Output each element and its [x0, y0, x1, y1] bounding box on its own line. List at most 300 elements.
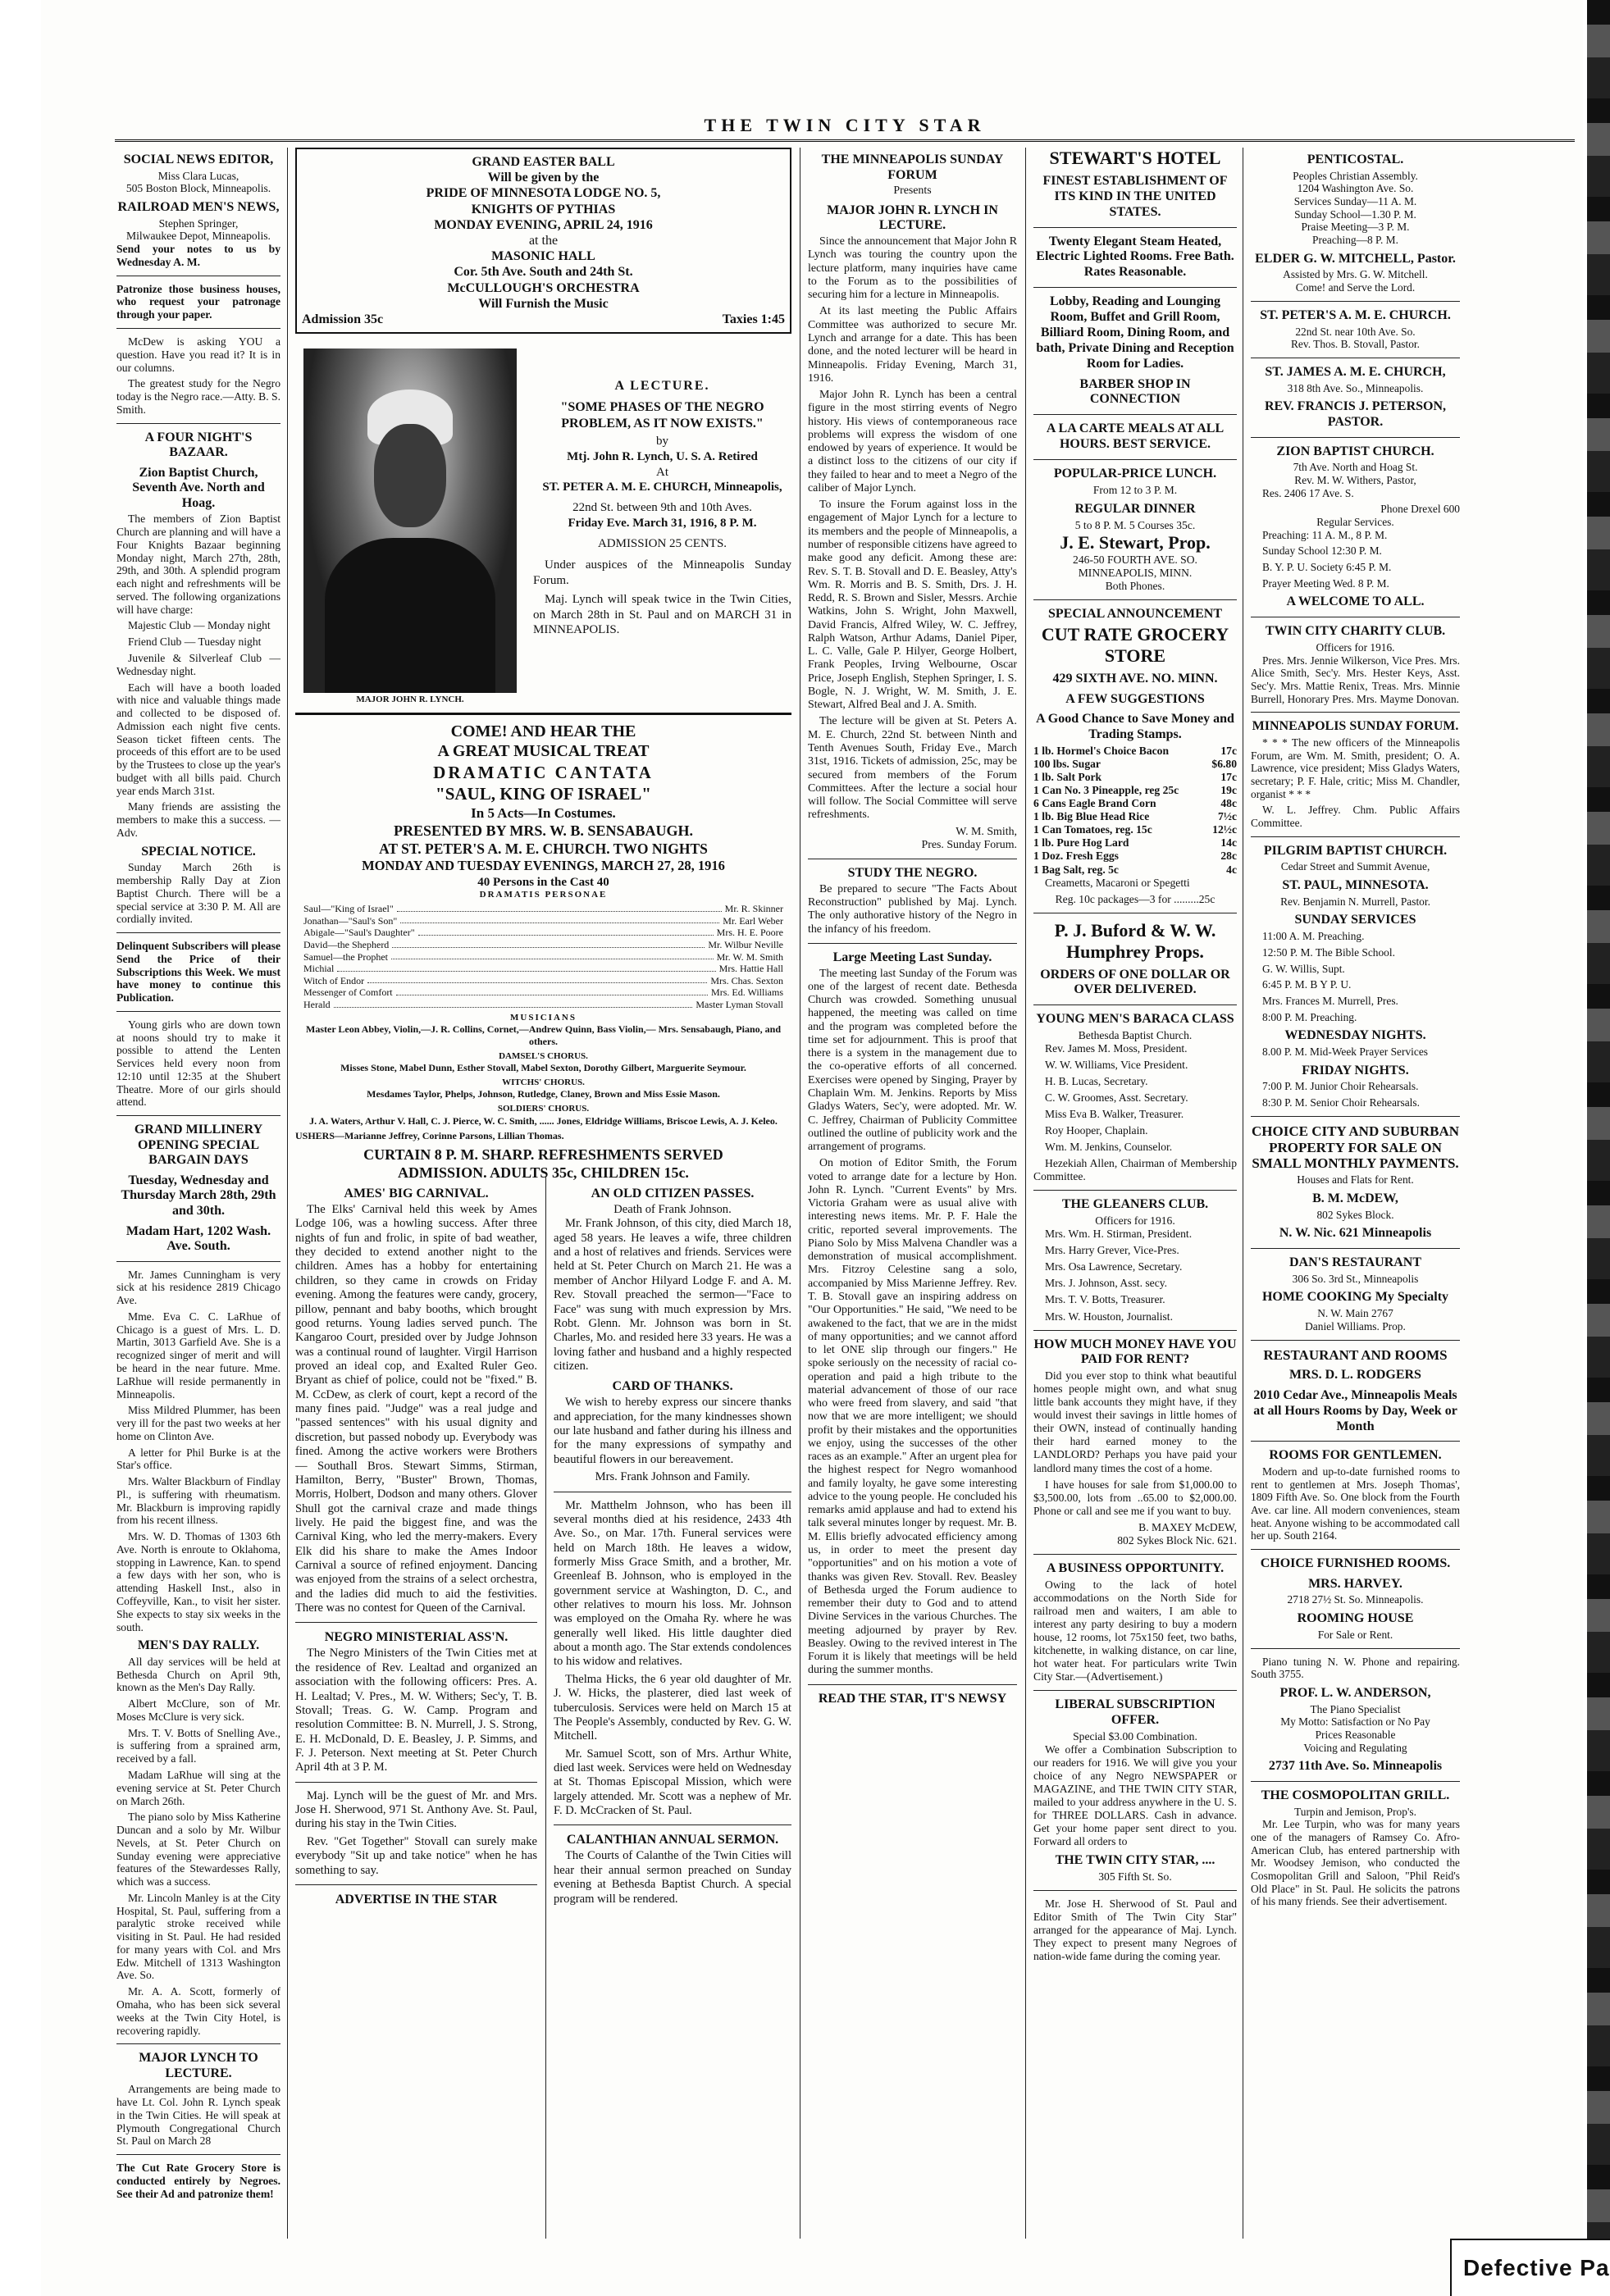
- column-carnival: [295, 1181, 537, 1909]
- paragraph: Did you ever stop to think what beautiful homes people might own, and what snug little bank accounts they might have, if they would invest their savings in little homes of their OWN, instead of continually handing their hard earned money to the LANDLORD? Perhaps you have paid your landlord many times the cost of a home.: [1033, 1369, 1237, 1474]
- column-divider: [1251, 1340, 1460, 1341]
- text-line: Officers for 1916.: [1316, 640, 1395, 654]
- headline: STUDY THE NEGRO.: [847, 866, 978, 881]
- text-line: Miss Clara Lucas,: [157, 169, 239, 182]
- paragraph: Mrs. Harry Grever, Vice-Pres.: [1045, 1244, 1179, 1257]
- column-divider: [116, 1261, 280, 1262]
- column-divider: [554, 1824, 791, 1825]
- cantata-subhead: DAMSEL'S CHORUS.: [499, 1050, 588, 1061]
- price-item: 6 Cans Eagle Brand Corn: [1033, 797, 1156, 810]
- paragraph: The meeting last Sunday of the Forum was one of the largest of recent date. Bethesda Church was crowded. Something unusual happened, the meeting was called on time and the program was completed before the time set for adjournment. This is proof that there is a system in the management due to the co-operative efforts of all concerned. Exercises were opened by Singing, Prayer by Chaplain Wm. M. Jenkins. Reports by Miss Gladys Waters, Sec'y, were adopted. Mr. W. C. Jeffrey, Chairman of Publicity Committee outlined the outline of publicity work and the arrangement of programs.: [808, 967, 1017, 1154]
- paragraph: The lecture will be given at St. Peters A. M. E. Church, 22nd St. between Ninth and Tenth Avenues South, Friday Eve., March 31st, 1916. Tickets of admission, 25c, may be secured from members of the Forum Committees. After the lecture a social hour will follow. The Social Committee will serve refreshments.: [808, 715, 1017, 822]
- headline: MAJOR LYNCH TO LECTURE.: [139, 2051, 258, 2080]
- paragraph: Be prepared to secure "The Facts About Reconstruction" published by Maj. Lynch. The only authorative history of the Negro in the infancy of his freedom.: [808, 882, 1017, 936]
- paragraph: The members of Zion Baptist Church are planning and will have a Four Knights Bazaar beginning Monday night, March 27th, 28th, 29th, and 30th. A splendid program each night and refreshments will be served. The following organizations will have charge:: [116, 512, 280, 616]
- headline: RAILROAD MEN'S NEWS,: [117, 200, 280, 215]
- lecture-venue: ST. PETER A. M. E. CHURCH, Minneapolis,: [542, 481, 782, 494]
- headline: ZION BAPTIST CHURCH.: [1276, 444, 1434, 458]
- lecture-ad: [295, 345, 791, 706]
- paragraph: Preaching: 11 A. M., 8 P. M.: [1262, 528, 1388, 541]
- text-line: 306 So. 3rd St., Minneapolis: [1292, 1272, 1419, 1285]
- headline: MRS. D. L. RODGERS: [1289, 1368, 1421, 1383]
- headline: AN OLD CITIZEN PASSES.: [591, 1187, 755, 1200]
- headline: PROF. L. W. ANDERSON,: [1279, 1685, 1431, 1700]
- cantata-line: Mesdames Taylor, Phelps, Johnson, Rutledge, Claney, Brown and Miss Essie Mason.: [367, 1088, 720, 1100]
- ad-headline: J. E. Stewart, Prop.: [1060, 531, 1211, 553]
- text-line: Reg. 10c packages—3 for .........25c: [1055, 892, 1215, 905]
- paragraph: I have houses for sale from $1,000.00 to $3,500.00, lots from ..65.00 to $2,000.00. Phone or call and see me if you want to buy.: [1033, 1478, 1237, 1517]
- text-line: Rev. M. W. Withers, Pastor,: [1294, 474, 1416, 487]
- paragraph: 8:30 P. M. Senior Choir Rehearsals.: [1262, 1096, 1420, 1109]
- headline: 2010 Cedar Ave., Minneapolis Meals at all Hours Rooms by Day, Week or Month: [1253, 1388, 1457, 1433]
- paragraph: The piano solo by Miss Katherine Duncan and a solo by Mr. Wilbur Nevels, at St. Peter Church on Sunday evening were appreciative features of the Stewardesses Rally, which was a success.: [116, 1811, 280, 1888]
- price-item: 1 Can No. 3 Pineapple, reg 25c: [1033, 784, 1179, 797]
- headline: NEGRO MINISTERIAL ASS'N.: [324, 1630, 509, 1645]
- paragraph: We offer a Combination Subscription to our readers for 1916. We will give you your choice of any Negro NEWSPAPER or MAGAZINE, and THE TWIN CITY STAR, mailed to your address anywhere in the U. S. for THREE DOLLARS. Cash in advance. Get your home paper sent direct to you. Forward all orders to: [1033, 1742, 1237, 1847]
- price-value: 4c: [1226, 863, 1237, 876]
- cast-row: [303, 927, 783, 939]
- lynch-portrait: [303, 348, 517, 693]
- cantata-line: PRESENTED BY MRS. W. B. SENSABAUGH.: [394, 822, 693, 840]
- column-divider: [1033, 1690, 1237, 1691]
- column-forum: [808, 148, 1017, 1708]
- price-list: [1033, 745, 1237, 876]
- headline: THE TWIN CITY STAR, ....: [1055, 1852, 1215, 1867]
- column-divider: [116, 328, 280, 329]
- paragraph: We wish to hereby express our sincere thanks and appreciation, for the many kindnesses shown our late husband and father during his illness and for the many expressions of sympathy and beautiful flowers in our bereavement.: [554, 1396, 791, 1466]
- cantata-line: MONDAY AND TUESDAY EVENINGS, MARCH 27, 28, 1916: [362, 858, 725, 874]
- headline: ST. PETER'S A. M. E. CHURCH.: [1260, 308, 1451, 322]
- column-divider: [1033, 227, 1237, 228]
- cantata-subhead: WITCHS' CHORUS.: [502, 1077, 585, 1087]
- paragraph: The greatest study for the Negro today is the Negro race.—Atty. B. S. Smith.: [116, 377, 280, 416]
- headline: MINNEAPOLIS SUNDAY FORUM.: [1252, 719, 1459, 734]
- cantata-line: 40 Persons in the Cast 40: [477, 875, 609, 889]
- price-item: 1 lb. Pure Hog Lard: [1033, 836, 1129, 850]
- cast-role: Samuel—the Prophet: [303, 950, 388, 963]
- text-line: 802 Sykes Block.: [1316, 1208, 1394, 1221]
- text-line: Sunday School—1.30 P. M.: [1294, 207, 1416, 221]
- paragraph: Mrs. T. V. Botts of Snelling Ave., is suffering from a sprained arm, received by a fall.: [116, 1726, 280, 1765]
- ball-taxes: Taxies 1:45: [722, 312, 785, 326]
- lecture-title: A LECTURE.: [614, 379, 710, 394]
- cast-actor: Mrs. Ed. Williams: [711, 986, 783, 999]
- column-divider: [1033, 1190, 1237, 1191]
- cast-role: Messenger of Comfort: [303, 986, 393, 999]
- column-divider: [1033, 1330, 1237, 1331]
- price-item: 1 lb. Big Blue Head Rice: [1033, 810, 1150, 823]
- text-line: Assisted by Mrs. G. W. Mitchell.: [1283, 268, 1428, 281]
- text-line: Rev. Benjamin N. Murrell, Pastor.: [1280, 895, 1430, 908]
- paragraph: Mrs. W. Houston, Journalist.: [1045, 1310, 1173, 1323]
- headline: Tuesday, Wednesday and Thursday March 28th, 29th and 30th.: [121, 1173, 276, 1218]
- signature: Phone Drexel 600: [1380, 503, 1460, 516]
- cantata-subhead: SOLDIERS' CHORUS.: [497, 1104, 590, 1114]
- cantata-subhead: MUSICIANS: [510, 1012, 577, 1023]
- price-row: [1033, 797, 1237, 810]
- paragraph: B. Y. P. U. Society 6:45 P. M.: [1262, 561, 1392, 574]
- headline: Zion Baptist Church, Seventh Ave. North and Hoag.: [132, 465, 265, 510]
- paragraph: Mrs. T. V. Botts, Treasurer.: [1045, 1293, 1165, 1306]
- lecture-line: by: [656, 435, 668, 449]
- paragraph: Mr. Frank Johnson, of this city, died March 18, aged 58 years. He leaves a wife, three children and a host of relatives and friends. Services were held at St. Peter Church on March 21. He was a member of Anchor Hilyard Lodge F. and A. M. Rev. Stovall preached the sermon—"Face to Face" was sung with much expression by Mrs. Robt. Glenn. Mr. Johnson was born in St. Charles, Mo. and resided here 33 years. He was a loving father and husband and a highly respected citizen.: [554, 1217, 791, 1373]
- price-row: [1033, 745, 1237, 758]
- column-divider: [116, 2043, 280, 2044]
- column-ads: [1033, 148, 1237, 1966]
- text-line: 318 8th Ave. So., Minneapolis.: [1287, 381, 1424, 394]
- price-row: [1033, 810, 1237, 823]
- leader-dots: [392, 939, 705, 948]
- notice: Patronize those business houses, who request your patronage through your paper.: [116, 282, 280, 321]
- column-divider: [1251, 1648, 1460, 1649]
- lecture-date: Friday Eve. March 31, 1916, 8 P. M.: [568, 516, 757, 530]
- paragraph: Each will have a booth loaded with nice and valuable things made and collected to be disposed of. Admission each night five cents. Season ticket fifteen cents. The proceeds of this effort are to be used by the Trustees to close up the year's budget with all bills paid. Church year ends March 31st.: [116, 681, 280, 797]
- cast-actor: Mrs. H. E. Poore: [716, 927, 783, 939]
- headline: CARD OF THANKS.: [612, 1379, 733, 1394]
- ball-line: Will be given by the: [487, 171, 600, 185]
- column-divider: [1033, 287, 1237, 288]
- headline: MEN'S DAY RALLY.: [137, 1638, 260, 1653]
- cast-role: Jonathan—"Saul's Son": [303, 914, 398, 927]
- top-rule: [115, 139, 1575, 142]
- cast-actor: Master Lyman Stovall: [696, 999, 783, 1011]
- newspaper-page: [41, 0, 1583, 2296]
- text-line: Both Phones.: [1105, 579, 1165, 592]
- paragraph: All day services will be held at Bethesda Church on April 9th, known as the Men's Day Rally.: [116, 1655, 280, 1694]
- cantata-footer: ADMISSION. ADULTS 35c, CHILDREN 15c.: [398, 1164, 689, 1182]
- cantata-footer: CURTAIN 8 P. M. SHARP. REFRESHMENTS SERVED: [363, 1146, 723, 1163]
- headline: ROOMS FOR GENTLEMEN.: [1269, 1448, 1442, 1463]
- column-divider: [1251, 1781, 1460, 1782]
- headline: THE MINNEAPOLIS SUNDAY FORUM: [821, 153, 1004, 182]
- price-value: 7½c: [1217, 810, 1237, 823]
- headline: SPECIAL NOTICE.: [141, 844, 256, 859]
- paragraph: Mr. James Cunningham is very sick at his residence 2819 Chicago Ave.: [116, 1268, 280, 1307]
- leader-dots: [391, 951, 714, 960]
- paragraph: Creametts, Macaroni or Spegetti: [1045, 876, 1190, 889]
- headline: POPULAR-PRICE LUNCH.: [1053, 467, 1217, 481]
- paragraph: W. W. Williams, Vice President.: [1045, 1059, 1188, 1072]
- column-divider: [295, 1884, 537, 1885]
- signature: Pres. Sunday Forum.: [921, 838, 1017, 851]
- text-line: From 12 to 3 P. M.: [1092, 483, 1178, 496]
- lecture-line: 22nd St. between 9th and 10th Aves.: [572, 501, 752, 515]
- price-row: [1033, 758, 1237, 771]
- paragraph: Mr. Lincoln Manley is at the City Hospital, St. Paul, suffering from a paralytic stroke received while visiting in St. Paul. He had resided for many years with Col. and Mrs Edw. Mitchell of 1313 Washington Ave. So.: [116, 1891, 280, 1982]
- price-item: 1 Doz. Fresh Eggs: [1033, 850, 1119, 863]
- column-divider: [1033, 599, 1237, 600]
- paragraph: Rev. James M. Moss, President.: [1045, 1042, 1188, 1055]
- cast-actor: Mr. Earl Weber: [723, 914, 783, 927]
- paragraph: Mrs. Frances M. Murrell, Pres.: [1262, 994, 1398, 1007]
- paragraph: Sunday School 12:30 P. M.: [1262, 544, 1382, 558]
- cantata-line: J. A. Waters, Arthur V. Hall, C. J. Pierce, W. C. Smith, ...... Jones, Eldridge Williams, Briscoe Lewis, A. J. Keleo.: [309, 1114, 778, 1127]
- paragraph: Young girls who are down town at noons should try to make it possible to attend the Lenten Services held every noon from 12:10 until 12:35 at the Shubert Theatre. More of our girls should attend.: [116, 1018, 280, 1109]
- cantata-line: In 5 Acts—In Costumes.: [471, 805, 616, 822]
- text-line: Stephen Springer,: [158, 216, 239, 230]
- text-line: 1204 Washington Ave. So.: [1297, 182, 1414, 195]
- headline: A WELCOME TO ALL.: [1286, 594, 1425, 609]
- price-value: 17c: [1220, 745, 1237, 758]
- paragraph: C. W. Groomes, Asst. Secretary.: [1045, 1091, 1188, 1105]
- price-row: [1033, 863, 1237, 877]
- column-divider: [1033, 414, 1237, 415]
- headline: BARBER SHOP IN CONNECTION: [1079, 376, 1191, 407]
- text-line: The Piano Specialist: [1310, 1702, 1401, 1715]
- cast-role: David—the Shepherd: [303, 938, 390, 950]
- column-rule: [287, 148, 288, 2239]
- paragraph: Albert McClure, son of Mr. Moses McClure is very sick.: [116, 1697, 280, 1723]
- leader-dots: [334, 999, 693, 1008]
- cantata-line: Misses Stone, Mabel Dunn, Esther Stovall, Mabel Sexton, Dorothy Gilbert, Marguerite Seymour.: [340, 1062, 746, 1074]
- paragraph: Mrs. Wm. H. Stirman, President.: [1045, 1228, 1193, 1241]
- paragraph: Many friends are assisting the members to make this a success. —Adv.: [116, 800, 280, 839]
- paragraph: McDew is asking YOU a question. Have you read it? It is in our columns.: [116, 335, 280, 374]
- text-line: Voicing and Regulating: [1303, 1741, 1407, 1754]
- text-line: 5 to 8 P. M. 5 Courses 35c.: [1074, 518, 1196, 531]
- column-divider: [1251, 1116, 1460, 1117]
- headline: TWIN CITY CHARITY CLUB.: [1265, 624, 1446, 639]
- headline: PENTICOSTAL.: [1307, 153, 1404, 166]
- paragraph: To insure the Forum against loss in the engagement of Major Lynch for a lecture to its members and the people of Minneapolis, a number of responsible citizens have agreed to make good any deficit. Among these are: Rev. S. T. B. Stovall and D. E. Beasley, Atty's Wm. R. Morris and B. S. Smith, Drs. J. H. Redd, R. S. Brown and Sisler, Messrs. Archie Watkins, John S. Wright, John Maxwell, David Francis, Alfred Wiley, W. C. Jeffrey, Ralph Watson, Arthur Adams, Daniel Piper, L. C. Valle, Gale P. Hilyer, George Holbert, Frank Peoples, Irving Welbourne, Oscar Price, Joseph English, Stephen Springer, I. S. Bogle, N. J. Wright, W. M. Smith, J. E. Stewart, Alfred Beal and J. A. Smith.: [808, 499, 1017, 712]
- paragraph: Mr. Jose H. Sherwood of St. Paul and Editor Smith of The Twin City Star" arranged for the appearance of Maj. Lynch. They expect to present many Negroes of nation-wide fame during the coming year.: [1033, 1897, 1237, 1962]
- text-line: MINNEAPOLIS, MINN.: [1078, 566, 1193, 579]
- column-churches: [1251, 148, 1460, 1911]
- column-divider: [116, 1011, 280, 1012]
- text-line: 505 Boston Block, Minneapolis.: [125, 182, 271, 195]
- paragraph: Since the announcement that Major John R Lynch was touring the country upon the lecture platform, many inquiries have came to the Forum as to the possibilities of securing him for a lecture in Minneapolis.: [808, 235, 1017, 302]
- text-line: Death of Frank Johnson.: [613, 1203, 732, 1217]
- notice: Delinquent Subscribers will please Send the Price of their Subscriptions this Week. We must have money to continue this Publication.: [116, 940, 280, 1004]
- notice: The Cut Rate Grocery Store is conducted entirely by Negroes. See their Ad and patronize them!: [116, 2162, 280, 2200]
- cantata-line: USHERS—Marianne Jeffrey, Corinne Parsons, Lillian Thomas.: [295, 1130, 564, 1142]
- column-divider: [1251, 1248, 1460, 1249]
- ball-line: KNIGHTS OF PYTHIAS: [471, 202, 616, 216]
- cast-actor: Mrs. Chas. Sexton: [710, 974, 783, 986]
- column-divider: [808, 943, 1017, 944]
- cast-row: [303, 963, 783, 975]
- paragraph: Juvenile & Silverleaf Club — Wednesday night.: [116, 651, 280, 677]
- paragraph: Owing to the lack of hotel accommodations on the North Side for railroad men and waiters, I am able to interest any party desiring to buy a modern house, 12 rooms, lot 75x150 feet, two baths, kitchenette, in walking distance, on car line, hot water heat. For particulars write Twin City Star.—(Advertisement.): [1033, 1578, 1237, 1683]
- headline: 429 SIXTH AVE. NO. MINN.: [1052, 671, 1218, 686]
- paragraph: Mr. Lee Turpin, who was for many years one of the managers of Ramsey Co. Afro-American Club, has entered partnership with Mr. Woodsey Jemison, who conducted the Cosmopolitan Grill and Saloon, "Phil Reid's Old Place" in St. Paul. He solicits the patrons of his many friends. See their advertisement.: [1251, 1818, 1460, 1908]
- paragraph: 11:00 A. M. Preaching.: [1262, 930, 1365, 943]
- paragraph: 6:45 P. M. B Y P. U.: [1262, 978, 1352, 991]
- paragraph: Mme. Eva C. C. LaRhue of Chicago is a guest of Mrs. L. D. Martin, 3013 Garfield Ave. She is a recognized singer of merit and will be heard in the near future. Mme. LaRhue will reside permanently in Minneapolis.: [116, 1310, 280, 1401]
- price-item: 100 lbs. Sugar: [1033, 758, 1101, 771]
- ball-line: MASONIC HALL: [491, 249, 595, 264]
- paragraph: Miss Eva B. Walker, Treasurer.: [1045, 1108, 1184, 1121]
- headline: MRS. HARVEY.: [1308, 1576, 1402, 1591]
- text-line: Regular Services.: [1316, 516, 1394, 529]
- headline: ROOMING HOUSE: [1297, 1611, 1414, 1626]
- paragraph: Miss Mildred Plummer, has been very ill for the past two weeks at her home on Clinton Ave.: [116, 1404, 280, 1442]
- cast-actor: Mrs. Hattie Hall: [718, 963, 783, 975]
- ball-line: Will Furnish the Music: [478, 296, 609, 311]
- signature: 802 Sykes Block Nic. 621.: [1117, 1533, 1237, 1547]
- cantata-line: Master Leon Abbey, Violin,—J. R. Collins, Cornet,—Andrew Quinn, Bass Violin,— Mrs. Sensabaugh, Piano, and others.: [306, 1023, 781, 1047]
- headline: ST. JAMES A. M. E. CHURCH,: [1265, 364, 1446, 379]
- column-divider: [1033, 459, 1237, 460]
- headline: HOW MUCH MONEY HAVE YOU PAID FOR RENT?: [1033, 1337, 1237, 1367]
- price-row: [1033, 771, 1237, 784]
- easter-ball-ad: [295, 148, 791, 1182]
- cantata-line: A GREAT MUSICAL TREAT: [437, 742, 650, 761]
- text-line: Special $3.00 Combination.: [1073, 1729, 1197, 1742]
- headline: A FEW SUGGESTIONS: [1065, 691, 1205, 706]
- headline: ORDERS OF ONE DOLLAR OR OVER DELIVERED.: [1040, 967, 1230, 997]
- leader-dots: [400, 915, 719, 924]
- ball-line: Cor. 5th Ave. South and 24th St.: [454, 265, 633, 280]
- cantata-line: COME! AND HEAR THE: [450, 722, 636, 740]
- column-divider: [1251, 712, 1460, 713]
- paragraph: Wm. M. Jenkins, Counselor.: [1045, 1141, 1173, 1154]
- ad-headline: P. J. Buford & W. W. Humphrey Props.: [1054, 919, 1216, 962]
- paragraph: 8.00 P. M. Mid-Week Prayer Services: [1262, 1045, 1428, 1058]
- paragraph: 12:50 P. M. The Bible School.: [1262, 945, 1395, 959]
- text-line: Milwaukee Depot, Minneapolis.: [126, 230, 271, 243]
- paragraph: G. W. Willis, Supt.: [1262, 962, 1345, 975]
- price-row: [1033, 823, 1237, 836]
- price-value: $6.80: [1211, 758, 1237, 771]
- cantata-line: AT ST. PETER'S A. M. E. CHURCH. TWO NIGHTS: [379, 840, 708, 857]
- column-divider: [1251, 301, 1460, 302]
- price-item: 1 lb. Hormel's Choice Bacon: [1033, 745, 1170, 758]
- cast-actor: Mr. W. M. Smith: [716, 950, 783, 963]
- headline: LIBERAL SUBSCRIPTION OFFER.: [1055, 1697, 1215, 1727]
- column-divider: [116, 932, 280, 933]
- cast-role: Michial: [303, 963, 335, 975]
- defective-page-label: Defective Pa: [1450, 2239, 1610, 2296]
- headline: A FOUR NIGHT'S BAZAAR.: [144, 430, 253, 460]
- signature: W. M. Smith,: [956, 825, 1017, 838]
- paragraph: 8:00 P. M. Preaching.: [1262, 1010, 1357, 1023]
- cast-role: Herald: [303, 999, 331, 1011]
- text-line: Praise Meeting—3 P. M.: [1301, 221, 1410, 234]
- headline: GRAND MILLINERY OPENING SPECIAL BARGAIN DAYS: [134, 1123, 263, 1168]
- column-divider: [1251, 1441, 1460, 1442]
- headline: FRIDAY NIGHTS.: [1302, 1063, 1409, 1077]
- headline: A BUSINESS OPPORTUNITY.: [1046, 1560, 1225, 1575]
- paragraph: Mrs. W. D. Thomas of 1303 6th Ave. North is enroute to Oklahoma, stopping in Lawrence, Kan. to spend a few days with her son, who is attending Haskell Inst., also in Coffeyville, Kan., to visit her sister. She expects to stay six weeks in the south.: [116, 1530, 280, 1633]
- text-line: Bethesda Baptist Church.: [1078, 1029, 1193, 1042]
- headline: THE COSMOPOLITAN GRILL.: [1261, 1788, 1450, 1802]
- price-item: 1 lb. Salt Pork: [1033, 771, 1102, 784]
- page-edge: [1587, 0, 1610, 2296]
- ball-admission: Admission 35c: [302, 312, 384, 326]
- text-line: Houses and Flats for Rent.: [1297, 1173, 1414, 1187]
- lecture-admission: ADMISSION 25 CENTS.: [597, 536, 727, 550]
- text-line: 246-50 FOURTH AVE. SO.: [1073, 553, 1197, 566]
- headline: REGULAR DINNER: [1074, 501, 1196, 516]
- headline: SOCIAL NEWS EDITOR,: [123, 153, 274, 166]
- headline: READ THE STAR, IT'S NEWSY: [818, 1691, 1007, 1706]
- paragraph: Friend Club — Tuesday night: [128, 636, 262, 649]
- paragraph: On motion of Editor Smith, the Forum voted to arrange date for a lecture by Hon. John R. Lynch. "Current Events" by Mrs. Victoria Graham were as usual alive with interesting news items. Mr. P. F. Hale the critic, reported several improvements. The Piano Solo by Miss Malvena Chandler was a demonstration of musical accomplishment. Mrs. Fitzroy Celestine sang a solo, accompanied by Miss Marienne Jeffrey. Rev. T. B. Stovall gave an inspiring address on "Our Opportunities." He said, "We need to be awakened to the fact, that we are in the midst of many opportunities; and we cannot afford to let ONE slip through our fingers." He spoke seriously on the necessity of racial co-operation and paid a high tribute to the material advancement of those of our race who were freed from slavery, and said "that now that we are more intelligent; we should profit by their mistakes and the opportunities we enjoy, using the successes of the other races as an example." After an urgent plea for the highest respect for Negro womanhood and family loyalty, he gave some interesting advice to the young people. He concluded his remarks amid applause and had to extend his talk several minutes longer by request. Mr. B. M. Ellis briefly advocated efficiency among us, in order to meet the present day "opportunities" and on his motion a vote of thanks was given Rev. Stovall. Rev. Beasley of Bethesda urged the Forum audience to remember their duty to God and to attend Divine Services in the various Churches. The meeting adjourned by prayer by Rev. Beasley. Owing to the revived interest in The Forum it is likely that meetings will be held during the summer months.: [808, 1157, 1017, 1677]
- text-line: For Sale or Rent.: [1317, 1628, 1393, 1641]
- headline: SUNDAY SERVICES: [1294, 913, 1416, 927]
- headline: B. M. McDEW,: [1312, 1191, 1398, 1205]
- paragraph: 7:00 P. M. Junior Choir Rehearsals.: [1262, 1080, 1419, 1093]
- column-rule: [1025, 148, 1026, 2239]
- ball-line: PRIDE OF MINNESOTA LODGE NO. 5,: [426, 186, 661, 201]
- headline: RESTAURANT AND ROOMS: [1263, 1346, 1448, 1363]
- headline: CHOICE CITY AND SUBURBAN PROPERTY FOR SALE ON SMALL MONTHLY PAYMENTS.: [1252, 1123, 1459, 1172]
- column-divider: [808, 1684, 1017, 1685]
- text-line: 305 Fifth St. So.: [1098, 1870, 1172, 1883]
- paragraph: Arrangements are being made to have Lt. Col. John R. Lynch speak in the Twin Cities. He will speak at Plymouth Congregational Church St. Paul on March 28: [116, 2083, 280, 2148]
- cast-actor: Mr. R. Skinner: [724, 903, 783, 915]
- price-value: 12½c: [1212, 823, 1237, 836]
- text-line: Daniel Williams. Prop.: [1305, 1319, 1406, 1332]
- text-line: Peoples Christian Assembly.: [1293, 169, 1418, 182]
- headline: PILGRIM BAPTIST CHURCH.: [1263, 843, 1448, 858]
- cast-row: [303, 939, 783, 951]
- column-divider: [295, 1622, 537, 1623]
- column-divider: [116, 1115, 280, 1116]
- paragraph: At its last meeting the Public Affairs Committee was authorized to secure Mr. Lynch and arrange for a date. This has been done, and the noted lecturer will be heard in Minneapolis. Friday Evening, March 31, 1916.: [808, 305, 1017, 385]
- paragraph: Rev. "Get Together" Stovall can surely make everybody "Sit up and take notice" when he has something to say.: [295, 1834, 537, 1877]
- price-value: 17c: [1220, 771, 1237, 784]
- cantata-line: DRAMATIC CANTATA: [433, 763, 654, 783]
- text-line: Rev. Thos. B. Stovall, Pastor.: [1291, 338, 1420, 351]
- text-line: Prices Reasonable: [1315, 1728, 1396, 1741]
- column-divider: [295, 1782, 537, 1783]
- headline: MAJOR JOHN R. LYNCH IN LECTURE.: [827, 203, 998, 233]
- headline: REV. FRANCIS J. PETERSON, PASTOR.: [1264, 399, 1447, 429]
- leader-dots: [337, 963, 715, 972]
- column-divider: [1033, 1554, 1237, 1555]
- cast-row: [303, 951, 783, 963]
- masthead: THE TWIN CITY STAR: [704, 115, 986, 135]
- price-value: 28c: [1220, 850, 1237, 863]
- lecture-line: At: [656, 465, 668, 479]
- headline: AMES' BIG CARNIVAL.: [344, 1187, 489, 1200]
- paragraph: Majestic Club — Monday night: [128, 619, 271, 632]
- leader-dots: [397, 903, 722, 912]
- headline: ADVERTISE IN THE STAR: [335, 1892, 498, 1906]
- column-divider: [1033, 1890, 1237, 1891]
- text-line: 22nd St. near 10th Ave. So.: [1295, 325, 1416, 338]
- price-value: 14c: [1220, 836, 1237, 850]
- paragraph: Mr. A. A. Scott, formerly of Omaha, who has been sick several weeks at the Twin City Hotel, is recovering rapidly.: [116, 1985, 280, 2037]
- text-line: Preaching—8 P. M.: [1312, 234, 1398, 247]
- cast-row: [303, 999, 783, 1011]
- cast-row: [303, 986, 783, 999]
- headline: YOUNG MEN'S BARACA CLASS: [1036, 1012, 1234, 1027]
- cast-row: [303, 975, 783, 987]
- paragraph: Res. 2406 17 Ave. S.: [1262, 486, 1354, 499]
- headline: THE GLEANERS CLUB.: [1061, 1197, 1209, 1212]
- headline: ELDER G. W. MITCHELL, Pastor.: [1255, 251, 1456, 266]
- column-rule: [545, 1177, 546, 2239]
- ball-title: GRAND EASTER BALL: [472, 155, 615, 169]
- text-line: Come! and Serve the Lord.: [1295, 281, 1416, 294]
- leader-dots: [396, 986, 708, 995]
- headline: HOME COOKING My Specialty: [1261, 1290, 1449, 1305]
- headline: N. W. Nic. 621 Minneapolis: [1279, 1226, 1432, 1241]
- paragraph: Major John R. Lynch has been a central figure in the most stirring events of Negro history. His views of contemporaneous race problems will express the wisdom of one endowed by years of experience. It would be a distinct loss to the citizens of our city if they failed to hear and to meet a Negro of the caliber of Major Lynch.: [808, 389, 1017, 494]
- text-line: 7th Ave. North and Hoag St.: [1293, 461, 1418, 474]
- text-line: Cedar Street and Summit Avenue,: [1280, 860, 1430, 873]
- lecture-line: Maj. Lynch will speak twice in the Twin Cities, on March 28th in St. Paul and on MARCH 31 in MINNEAPOLIS.: [533, 592, 791, 637]
- leader-dots: [367, 975, 707, 984]
- headline: CHOICE FURNISHED ROOMS.: [1260, 1556, 1451, 1571]
- signature: B. MAXEY McDEW,: [1138, 1520, 1237, 1533]
- cast-row: [303, 915, 783, 927]
- cantata-title: "SAUL, KING OF ISRAEL": [436, 784, 651, 804]
- paragraph: Mrs. Osa Lawrence, Secretary.: [1045, 1260, 1183, 1273]
